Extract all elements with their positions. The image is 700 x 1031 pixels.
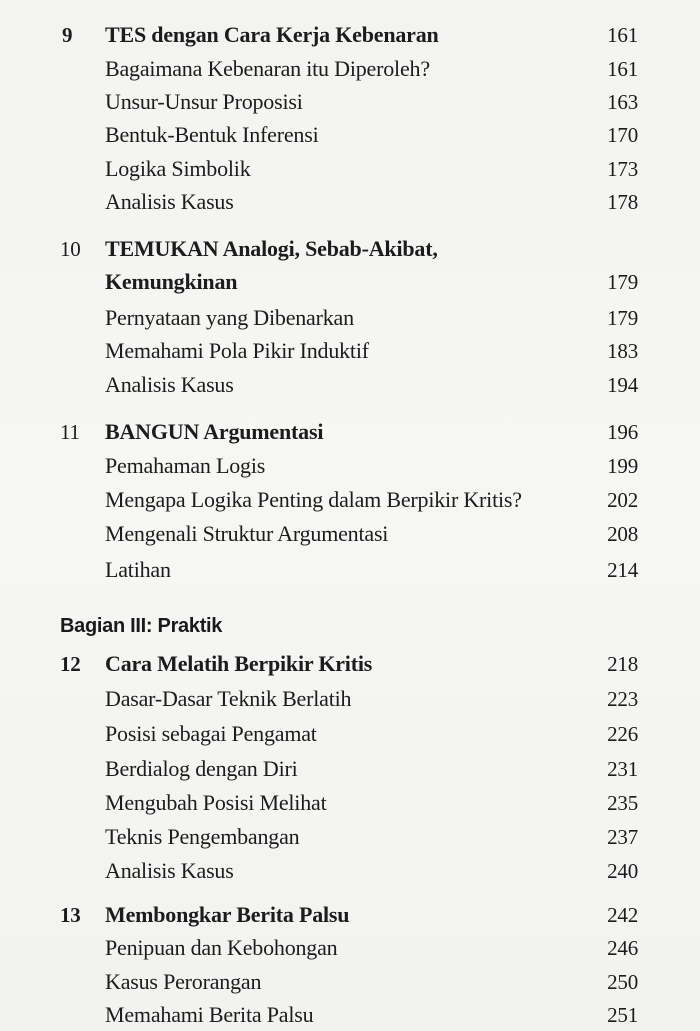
toc-section xyxy=(0,754,700,784)
chapter-number: 11 xyxy=(60,420,80,444)
toc-section xyxy=(0,303,700,333)
toc-section xyxy=(0,485,700,515)
page-number: 163 xyxy=(607,90,638,114)
section-title: Posisi sebagai Pengamat xyxy=(105,721,317,746)
section-title: Analisis Kasus xyxy=(105,189,234,214)
section-title: Logika Simbolik xyxy=(105,156,251,181)
page-number: 183 xyxy=(607,339,638,363)
toc-section xyxy=(0,87,700,117)
toc-chapter-13 xyxy=(0,900,700,930)
section-title: Pemahaman Logis xyxy=(105,453,266,478)
section-title: Mengenali Struktur Argumentasi xyxy=(105,521,389,546)
toc-section xyxy=(0,788,700,818)
section-title: Bentuk-Bentuk Inferensi xyxy=(105,122,319,147)
page-number: 161 xyxy=(607,57,638,81)
section-title: Bagaimana Kebenaran itu Diperoleh? xyxy=(105,56,430,81)
page-number: 161 xyxy=(607,23,638,47)
page-number: 237 xyxy=(607,825,638,849)
toc-section xyxy=(0,822,700,852)
chapter-title-line1: TEMUKAN Analogi, Sebab-Akibat, xyxy=(105,236,438,261)
part-heading: Bagian III: Praktik xyxy=(60,615,223,637)
toc-section xyxy=(0,187,700,217)
section-title: Mengapa Logika Penting dalam Berpikir Kritis? xyxy=(105,487,522,512)
chapter-number: 12 xyxy=(60,652,81,676)
page-number: 251 xyxy=(607,1003,638,1027)
page-number: 218 xyxy=(607,652,638,676)
toc-chapter-12 xyxy=(0,649,700,679)
section-title: Berdialog dengan Diri xyxy=(105,756,298,781)
section-title: Unsur-Unsur Proposisi xyxy=(105,89,303,114)
page-number: 199 xyxy=(607,454,638,478)
toc-chapter-10-cont xyxy=(0,267,700,297)
page-number: 179 xyxy=(607,306,638,330)
page-number: 246 xyxy=(607,936,638,960)
toc-section xyxy=(0,154,700,184)
section-title: Memahami Berita Palsu xyxy=(105,1002,314,1027)
page-number: 226 xyxy=(607,722,638,746)
toc-section xyxy=(0,120,700,150)
page-number: 194 xyxy=(607,373,638,397)
chapter-number: 9 xyxy=(62,23,73,47)
page-number: 202 xyxy=(607,488,638,512)
chapter-number: 13 xyxy=(60,903,81,927)
toc-section xyxy=(0,719,700,749)
toc-section xyxy=(0,519,700,549)
section-title: Dasar-Dasar Teknik Berlatih xyxy=(105,686,352,711)
page-number: 250 xyxy=(607,970,638,994)
page-number: 196 xyxy=(607,420,638,444)
page-number: 179 xyxy=(607,270,638,294)
toc-section xyxy=(0,451,700,481)
page-number: 170 xyxy=(607,123,638,147)
section-title: Analisis Kasus xyxy=(105,858,234,883)
chapter-title: TES dengan Cara Kerja Kebenaran xyxy=(105,22,439,47)
chapter-number: 10 xyxy=(60,237,81,261)
section-title: Teknis Pengembangan xyxy=(105,824,300,849)
page-number: 178 xyxy=(607,190,638,214)
section-title: Analisis Kasus xyxy=(105,372,234,397)
page-number: 235 xyxy=(607,791,638,815)
toc-section xyxy=(0,555,700,585)
chapter-title: Cara Melatih Berpikir Kritis xyxy=(105,651,373,676)
page-number: 208 xyxy=(607,522,638,546)
toc-section xyxy=(0,933,700,963)
section-title: Memahami Pola Pikir Induktif xyxy=(105,338,369,363)
page-number: 231 xyxy=(607,757,638,781)
page-number: 223 xyxy=(607,687,638,711)
page-number: 214 xyxy=(607,558,638,582)
toc-section xyxy=(0,370,700,400)
chapter-title-line2: Kemungkinan xyxy=(105,269,238,294)
section-title: Mengubah Posisi Melihat xyxy=(105,790,327,815)
toc-section xyxy=(0,336,700,366)
toc-section xyxy=(0,54,700,84)
page-number: 242 xyxy=(607,903,638,927)
toc-section xyxy=(0,967,700,997)
toc-chapter-10 xyxy=(0,234,700,264)
toc-section xyxy=(0,684,700,714)
toc-chapter-11 xyxy=(0,417,700,447)
section-title: Kasus Perorangan xyxy=(105,969,262,994)
page-number: 173 xyxy=(607,157,638,181)
toc-section xyxy=(0,1000,700,1030)
chapter-title: BANGUN Argumentasi xyxy=(105,419,324,444)
section-title: Pernyataan yang Dibenarkan xyxy=(105,305,354,330)
section-title: Penipuan dan Kebohongan xyxy=(105,935,338,960)
chapter-title: Membongkar Berita Palsu xyxy=(105,902,350,927)
section-title: Latihan xyxy=(105,557,171,582)
page-number: 240 xyxy=(607,859,638,883)
toc-section xyxy=(0,856,700,886)
toc-chapter-9 xyxy=(0,20,700,50)
